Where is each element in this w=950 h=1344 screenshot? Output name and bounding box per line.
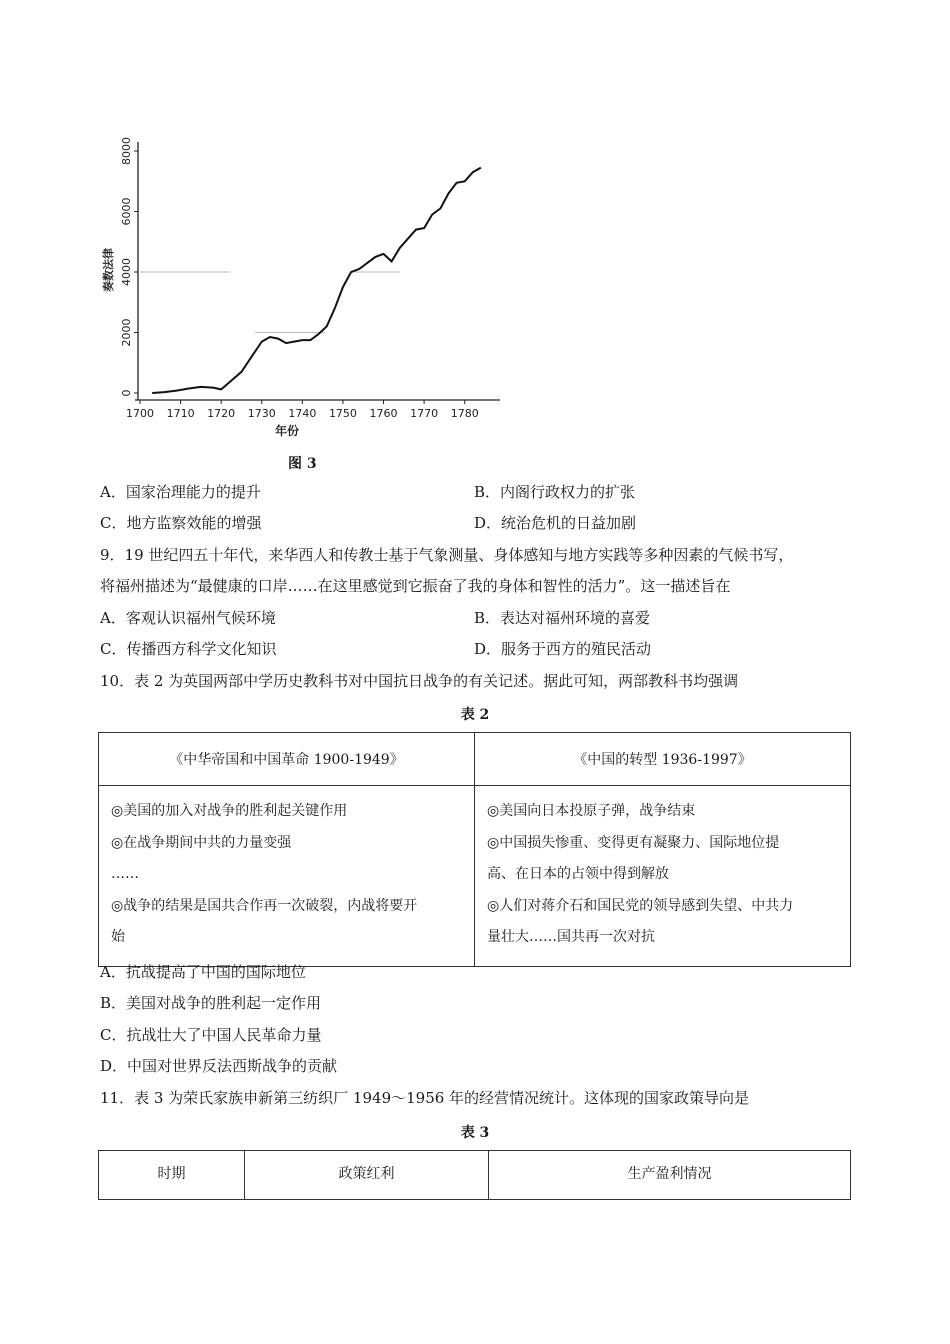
x-tick-label: 1700 [126, 407, 154, 420]
table-2-left-line: 始 [111, 929, 125, 945]
q9-option-b: B．表达对福州环境的喜爱 [474, 609, 651, 627]
y-tick-label: 0 [120, 389, 133, 397]
q9-option-a: A．客观认识福州气候环境 [100, 609, 276, 627]
table-3-header-policy: 政策红利 [245, 1151, 489, 1200]
table-2-right-header: 《中国的转型 1936-1997》 [475, 733, 851, 786]
table-2-left-header: 《中华帝国和中国革命 1900-1949》 [99, 733, 475, 786]
x-axis-label: 年份 [274, 424, 300, 438]
q9-stem-line-2: 将福州描述为“最健康的口岸……在这里感觉到它振奋了我的身体和智性的活力”。这一描述旨在 [100, 577, 731, 595]
table-2-left-line: ◎美国的加入对战争的胜利起关键作用 [111, 803, 348, 819]
y-tick-label: 8000 [120, 137, 133, 165]
q10-option-a: A．抗战提高了中国的国际地位 [100, 963, 306, 981]
table-2-right-line: ◎人们对蒋介石和国民党的领导感到失望、中共力 [487, 897, 794, 914]
table-3-header-profit: 生产盈利情况 [489, 1151, 851, 1200]
table-2-left-cell [99, 786, 475, 967]
table-2-body-row [99, 786, 851, 967]
q10-option-d: D．中国对世界反法西斯战争的贡献 [100, 1057, 338, 1075]
table-3 [98, 1150, 851, 1200]
figure-3-line-chart [100, 130, 520, 475]
y-axis-label: 奏数法律 [102, 248, 115, 292]
q9-option-d: D．服务于西方的殖民活动 [474, 640, 652, 658]
q10-option-c: C．抗战壮大了中国人民革命力量 [100, 1026, 322, 1044]
table-2 [98, 732, 851, 967]
x-tick-label: 1740 [288, 407, 317, 420]
table-2-left-line: ◎战争的结果是国共合作再一次破裂，内战将要开 [111, 897, 418, 914]
figure-caption: 图 3 [288, 456, 317, 472]
line-chart-svg [100, 130, 520, 475]
y-tick-label: 4000 [120, 258, 133, 286]
x-tick-label: 1720 [207, 407, 236, 420]
table-2-right-line: ◎中国损失惨重、变得更有凝聚力、国际地位提 [487, 834, 780, 851]
table-2-right-cell [475, 786, 851, 967]
q8-option-a: A．国家治理能力的提升 [100, 483, 261, 501]
q10-option-b: B．美国对战争的胜利起一定作用 [100, 994, 322, 1012]
x-axis-ticks [126, 400, 479, 420]
table-3-header-period: 时期 [99, 1151, 245, 1200]
x-tick-label: 1770 [410, 407, 439, 420]
table-2-right-line: ◎美国向日本投原子弹，战争结束 [487, 803, 696, 819]
table-2-left-line: …… [111, 866, 139, 882]
q9-stem-line-1: 9．19 世纪四五十年代，来华西人和传教士基于气象测量、身体感知与地方实践等多种因素的气候书写， [100, 546, 794, 564]
q11-stem: 11．表 3 为荣氏家族申新第三纺织厂 1949～1956 年的经营情况统计。这体现的国家政策导向是 [100, 1089, 750, 1107]
q8-option-c: C．地方监察效能的增强 [100, 514, 262, 532]
q10-stem: 10．表 2 为英国两部中学历史教科书对中国抗日战争的有关记述。据此可知，两部教科书均强调 [100, 672, 739, 690]
table-2-header-row [99, 733, 851, 786]
x-tick-label: 1730 [247, 407, 276, 420]
table-3-title: 表 3 [460, 1125, 490, 1141]
x-tick-label: 1710 [166, 407, 195, 420]
table-2-left-line: ◎在战争期间中共的力量变强 [111, 834, 292, 851]
chart-reference-lines [140, 272, 400, 333]
table-3-header-row [99, 1151, 851, 1200]
y-tick-label: 6000 [120, 197, 133, 226]
x-tick-label: 1750 [328, 407, 357, 420]
series-line [152, 168, 481, 393]
y-tick-label: 2000 [120, 318, 133, 347]
table-2-title: 表 2 [460, 707, 490, 723]
q8-option-b: B．内阁行政权力的扩张 [474, 483, 636, 501]
q8-option-d: D．统治危机的日益加剧 [474, 514, 637, 532]
q9-option-c: C．传播西方科学文化知识 [100, 640, 277, 658]
table-2-right-line: 高、在日本的占领中得到解放 [487, 866, 669, 882]
y-axis-ticks [120, 137, 138, 397]
table-2-right-line: 量壮大……国共再一次对抗 [487, 929, 655, 945]
x-tick-label: 1780 [450, 407, 479, 420]
x-tick-label: 1760 [369, 407, 398, 420]
